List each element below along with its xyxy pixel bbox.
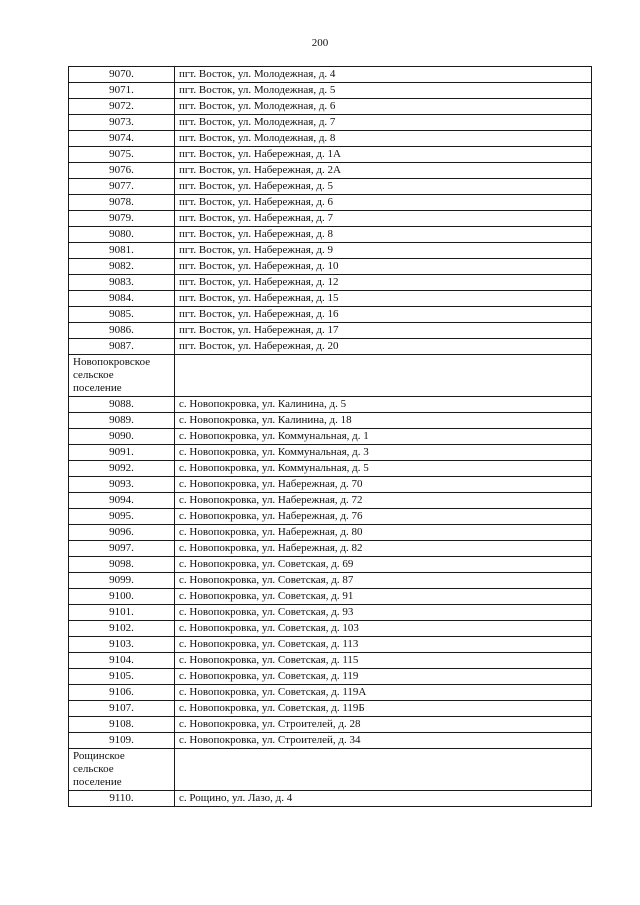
row-address: пгт. Восток, ул. Набережная, д. 17 [175,323,592,339]
row-number: 9090. [69,429,175,445]
table-row [69,131,592,147]
row-number: 9085. [69,307,175,323]
table-row [69,413,592,429]
row-number: 9101. [69,605,175,621]
section-title [69,355,175,397]
row-number: 9088. [69,397,175,413]
row-address: с. Новопокровка, ул. Коммунальная, д. 5 [175,461,592,477]
table-row [69,211,592,227]
row-number: 9093. [69,477,175,493]
row-number: 9074. [69,131,175,147]
table-row [69,429,592,445]
row-address: с. Новопокровка, ул. Строителей, д. 28 [175,717,592,733]
table-row [69,605,592,621]
row-address: с. Новопокровка, ул. Советская, д. 93 [175,605,592,621]
row-address: с. Рощино, ул. Лазо, д. 4 [175,791,592,807]
section-title-line: поселение [73,382,122,394]
table-row [69,323,592,339]
row-number: 9070. [69,67,175,83]
row-address: пгт. Восток, ул. Набережная, д. 9 [175,243,592,259]
table-row [69,397,592,413]
row-address: с. Новопокровка, ул. Советская, д. 119Б [175,701,592,717]
row-number: 9081. [69,243,175,259]
section-title-line: Новопокровское [73,356,151,368]
section-empty-cell [175,749,592,791]
row-address: с. Новопокровка, ул. Набережная, д. 82 [175,541,592,557]
row-number: 9072. [69,99,175,115]
table-row [69,573,592,589]
table-row [69,163,592,179]
section-header-row [69,355,592,397]
row-address: пгт. Восток, ул. Набережная, д. 16 [175,307,592,323]
table-row [69,509,592,525]
table-row [69,653,592,669]
row-number: 9110. [69,791,175,807]
table-row [69,275,592,291]
table-row [69,621,592,637]
row-number: 9075. [69,147,175,163]
table-row [69,147,592,163]
row-number: 9078. [69,195,175,211]
row-number: 9102. [69,621,175,637]
table-row [69,669,592,685]
row-address: пгт. Восток, ул. Набережная, д. 10 [175,259,592,275]
row-number: 9079. [69,211,175,227]
row-number: 9105. [69,669,175,685]
row-number: 9094. [69,493,175,509]
row-address: пгт. Восток, ул. Молодежная, д. 6 [175,99,592,115]
row-address: пгт. Восток, ул. Набережная, д. 8 [175,227,592,243]
table-row [69,733,592,749]
row-address: с. Новопокровка, ул. Советская, д. 119А [175,685,592,701]
row-address: с. Новопокровка, ул. Советская, д. 91 [175,589,592,605]
row-address: пгт. Восток, ул. Молодежная, д. 4 [175,67,592,83]
table-row [69,259,592,275]
row-address: пгт. Восток, ул. Набережная, д. 5 [175,179,592,195]
address-table-body [69,67,592,807]
row-number: 9091. [69,445,175,461]
row-address: с. Новопокровка, ул. Советская, д. 103 [175,621,592,637]
row-number: 9092. [69,461,175,477]
row-address: пгт. Восток, ул. Молодежная, д. 7 [175,115,592,131]
table-row [69,99,592,115]
row-address: с. Новопокровка, ул. Советская, д. 119 [175,669,592,685]
row-number: 9077. [69,179,175,195]
row-number: 9098. [69,557,175,573]
table-row [69,541,592,557]
row-address: с. Новопокровка, ул. Набережная, д. 76 [175,509,592,525]
row-number: 9097. [69,541,175,557]
table-row [69,83,592,99]
row-address: с. Новопокровка, ул. Набережная, д. 72 [175,493,592,509]
row-number: 9084. [69,291,175,307]
section-title [69,749,175,791]
row-number: 9089. [69,413,175,429]
section-title-line: сельское [73,369,114,381]
row-number: 9086. [69,323,175,339]
table-row [69,307,592,323]
section-title-line: сельское [73,763,114,775]
row-number: 9082. [69,259,175,275]
row-number: 9103. [69,637,175,653]
row-address: с. Новопокровка, ул. Коммунальная, д. 3 [175,445,592,461]
row-number: 9073. [69,115,175,131]
row-address: с. Новопокровка, ул. Советская, д. 87 [175,573,592,589]
row-number: 9109. [69,733,175,749]
row-address: пгт. Восток, ул. Набережная, д. 12 [175,275,592,291]
table-row [69,791,592,807]
row-address: с. Новопокровка, ул. Советская, д. 113 [175,637,592,653]
table-row [69,461,592,477]
row-number: 9076. [69,163,175,179]
row-number: 9107. [69,701,175,717]
row-address: с. Новопокровка, ул. Советская, д. 115 [175,653,592,669]
row-address: с. Новопокровка, ул. Набережная, д. 80 [175,525,592,541]
address-table [68,66,592,807]
section-title-line: поселение [73,776,122,788]
table-row [69,67,592,83]
table-row [69,243,592,259]
table-row [69,291,592,307]
row-address: пгт. Восток, ул. Набережная, д. 2А [175,163,592,179]
table-row [69,115,592,131]
section-title-line: Рощинское [73,750,125,762]
row-address: с. Новопокровка, ул. Строителей, д. 34 [175,733,592,749]
row-address: пгт. Восток, ул. Набережная, д. 20 [175,339,592,355]
table-row [69,637,592,653]
table-row [69,557,592,573]
row-address: с. Новопокровка, ул. Коммунальная, д. 1 [175,429,592,445]
table-row [69,477,592,493]
table-row [69,717,592,733]
row-number: 9106. [69,685,175,701]
table-row [69,445,592,461]
table-row [69,227,592,243]
table-row [69,493,592,509]
section-header-row [69,749,592,791]
table-row [69,701,592,717]
row-address: с. Новопокровка, ул. Советская, д. 69 [175,557,592,573]
row-number: 9095. [69,509,175,525]
row-address: пгт. Восток, ул. Молодежная, д. 8 [175,131,592,147]
row-number: 9071. [69,83,175,99]
section-empty-cell [175,355,592,397]
row-address: пгт. Восток, ул. Молодежная, д. 5 [175,83,592,99]
row-number: 9099. [69,573,175,589]
row-number: 9108. [69,717,175,733]
row-address: пгт. Восток, ул. Набережная, д. 7 [175,211,592,227]
table-row [69,589,592,605]
table-row [69,195,592,211]
row-number: 9080. [69,227,175,243]
row-address: с. Новопокровка, ул. Калинина, д. 5 [175,397,592,413]
row-address: пгт. Восток, ул. Набережная, д. 1А [175,147,592,163]
row-address: пгт. Восток, ул. Набережная, д. 15 [175,291,592,307]
row-number: 9096. [69,525,175,541]
table-row [69,525,592,541]
row-number: 9104. [69,653,175,669]
table-row [69,685,592,701]
row-number: 9087. [69,339,175,355]
row-number: 9083. [69,275,175,291]
table-row [69,179,592,195]
row-address: с. Новопокровка, ул. Набережная, д. 70 [175,477,592,493]
row-address: с. Новопокровка, ул. Калинина, д. 18 [175,413,592,429]
page-number: 200 [311,37,329,49]
row-number: 9100. [69,589,175,605]
row-address: пгт. Восток, ул. Набережная, д. 6 [175,195,592,211]
table-row [69,339,592,355]
